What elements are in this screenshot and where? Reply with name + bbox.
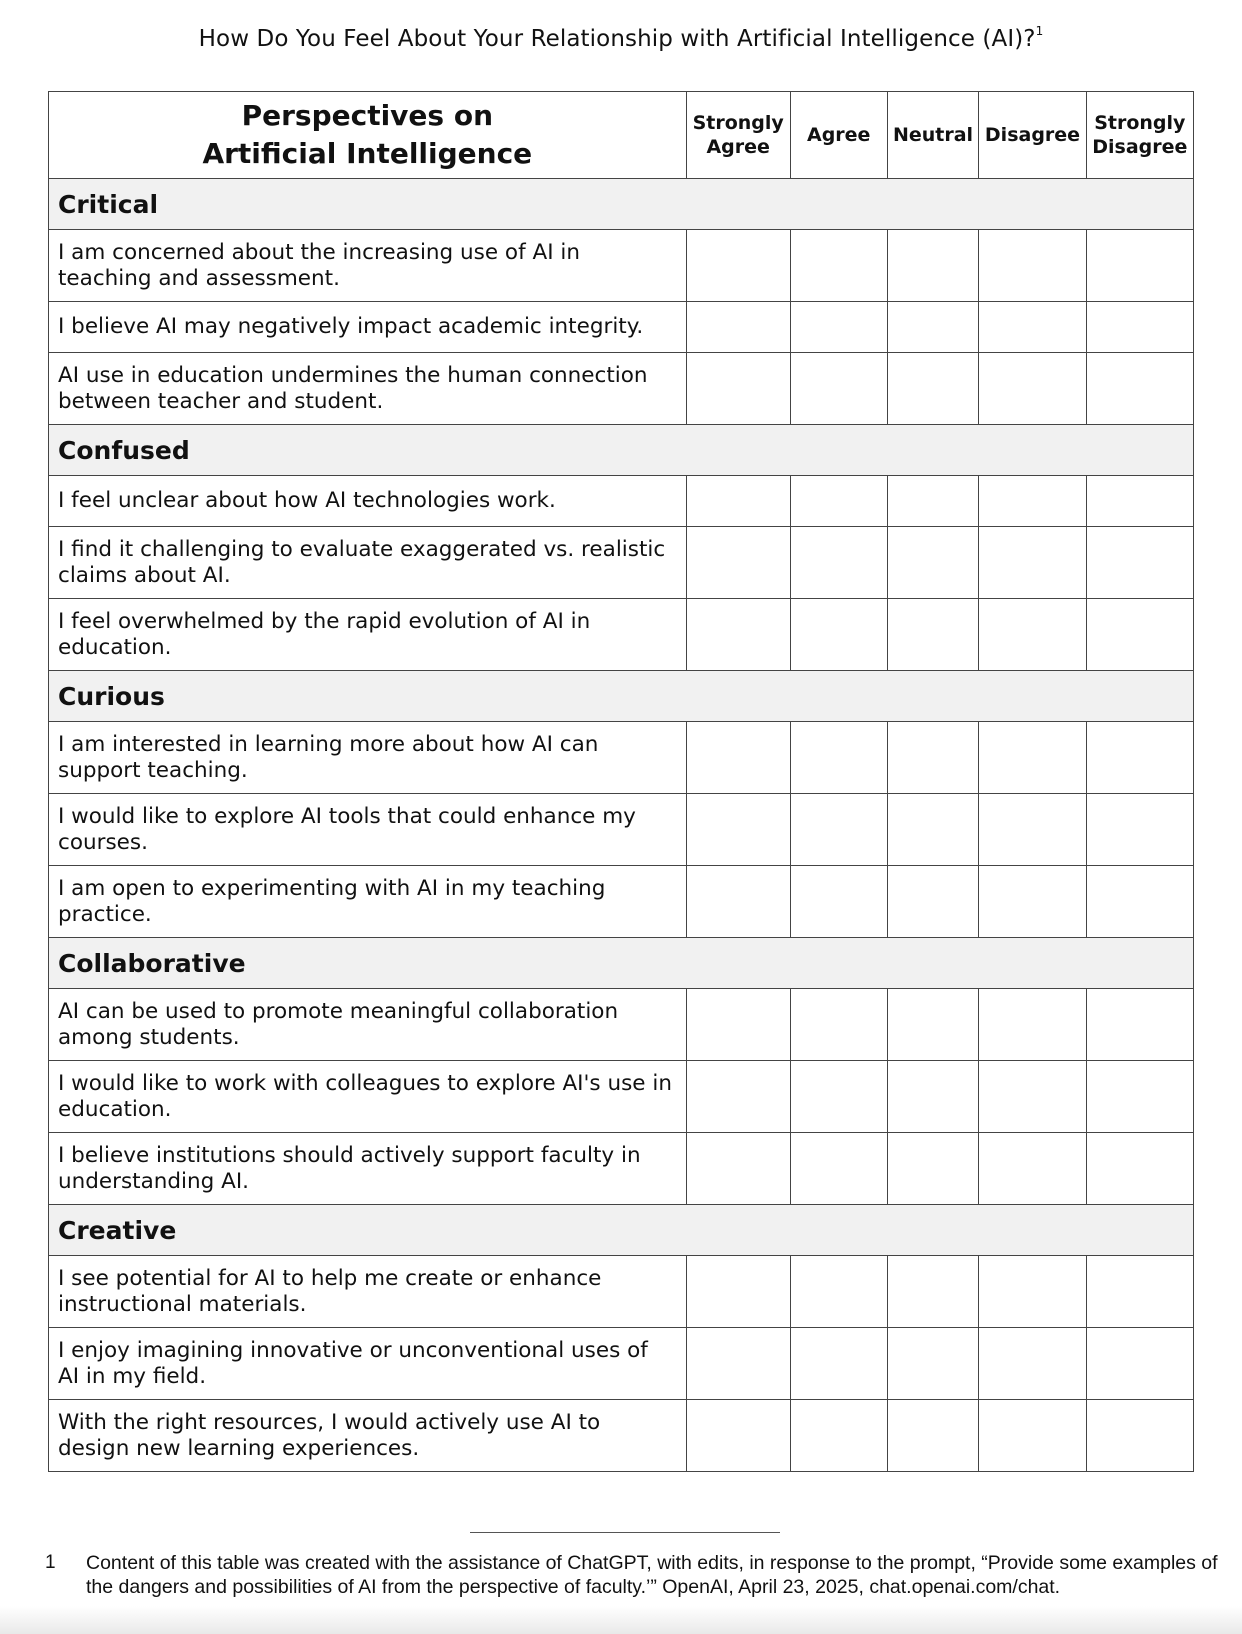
response-cell-strongly-disagree[interactable] (1086, 1256, 1193, 1328)
response-cell-neutral[interactable] (887, 1328, 979, 1400)
response-cell-neutral[interactable] (887, 527, 979, 599)
response-cell-strongly-disagree[interactable] (1086, 1400, 1193, 1472)
statement-text: I would like to explore AI tools that could enhance my courses. (49, 794, 687, 866)
response-cell-agree[interactable] (790, 866, 887, 938)
title-footnote-marker: 1 (1035, 24, 1044, 38)
page-bottom-shadow (0, 1606, 1242, 1634)
header-title-line1: Perspectives on (241, 99, 494, 132)
response-cell-disagree[interactable] (979, 1256, 1086, 1328)
response-cell-disagree[interactable] (979, 794, 1086, 866)
response-cell-neutral[interactable] (887, 353, 979, 425)
column-header-line1: Strongly (692, 112, 784, 134)
response-cell-neutral[interactable] (887, 989, 979, 1061)
table-row (49, 794, 1194, 866)
response-cell-agree[interactable] (790, 476, 887, 527)
response-cell-strongly-agree[interactable] (686, 1133, 790, 1205)
response-cell-strongly-disagree[interactable] (1086, 722, 1193, 794)
response-cell-agree[interactable] (790, 1061, 887, 1133)
response-cell-disagree[interactable] (979, 599, 1086, 671)
response-cell-strongly-disagree[interactable] (1086, 599, 1193, 671)
column-header-line1: Strongly (1094, 112, 1186, 134)
title-text: How Do You Feel About Your Relationship with Artificial Intelligence (AI)? (198, 26, 1036, 52)
statement-text: AI use in education undermines the human connection between teacher and student. (49, 353, 687, 425)
section-title: Curious (49, 671, 1194, 722)
response-cell-neutral[interactable] (887, 302, 979, 353)
column-header-line1: Agree (807, 124, 871, 146)
statement-text: I am interested in learning more about how AI can support teaching. (49, 722, 687, 794)
response-cell-strongly-agree[interactable] (686, 1061, 790, 1133)
response-cell-strongly-agree[interactable] (686, 1256, 790, 1328)
table-row (49, 866, 1194, 938)
response-cell-strongly-agree[interactable] (686, 302, 790, 353)
response-cell-neutral[interactable] (887, 1133, 979, 1205)
response-cell-neutral[interactable] (887, 1256, 979, 1328)
column-header-line1: Neutral (892, 124, 974, 146)
footnote-number: 1 (45, 1552, 56, 1573)
response-cell-strongly-agree[interactable] (686, 1400, 790, 1472)
response-cell-strongly-agree[interactable] (686, 866, 790, 938)
section-row-critical (49, 179, 1194, 230)
statement-text: With the right resources, I would actively use AI to design new learning experiences. (49, 1400, 687, 1472)
document-title (0, 26, 1242, 52)
response-cell-agree[interactable] (790, 989, 887, 1061)
table-row (49, 476, 1194, 527)
response-cell-agree[interactable] (790, 1328, 887, 1400)
response-cell-agree[interactable] (790, 599, 887, 671)
response-cell-strongly-agree[interactable] (686, 353, 790, 425)
column-header-disagree (979, 92, 1086, 179)
response-cell-strongly-agree[interactable] (686, 230, 790, 302)
table-row (49, 989, 1194, 1061)
response-cell-agree[interactable] (790, 722, 887, 794)
statement-text: I would like to work with colleagues to explore AI's use in education. (49, 1061, 687, 1133)
section-row-creative (49, 1205, 1194, 1256)
section-row-curious (49, 671, 1194, 722)
table-header-title (49, 92, 687, 179)
column-header-strongly-disagree (1086, 92, 1193, 179)
response-cell-disagree[interactable] (979, 527, 1086, 599)
section-title: Confused (49, 425, 1194, 476)
response-cell-agree[interactable] (790, 302, 887, 353)
response-cell-agree[interactable] (790, 527, 887, 599)
statement-text: I find it challenging to evaluate exaggerated vs. realistic claims about AI. (49, 527, 687, 599)
response-cell-disagree[interactable] (979, 1328, 1086, 1400)
header-title-line2: Artificial Intelligence (202, 137, 533, 170)
table-row (49, 1328, 1194, 1400)
statement-text: AI can be used to promote meaningful collaboration among students. (49, 989, 687, 1061)
response-cell-strongly-agree[interactable] (686, 794, 790, 866)
response-cell-strongly-disagree[interactable] (1086, 989, 1193, 1061)
footnote-text: Content of this table was created with the assistance of ChatGPT, with edits, in response to the prompt, “Provide some examples of the dangers and possibilities of AI from the perspective of faculty.’” OpenAI, April 23, 2025, chat.openai.com/chat. (86, 1552, 1218, 1598)
response-cell-disagree[interactable] (979, 866, 1086, 938)
survey-body (49, 179, 1194, 1472)
section-row-collaborative (49, 938, 1194, 989)
column-header-strongly-agree (686, 92, 790, 179)
response-cell-strongly-disagree[interactable] (1086, 1328, 1193, 1400)
response-cell-disagree[interactable] (979, 353, 1086, 425)
statement-text: I enjoy imagining innovative or unconventional uses of AI in my field. (49, 1328, 687, 1400)
response-cell-agree[interactable] (790, 1256, 887, 1328)
statement-text: I am concerned about the increasing use of AI in teaching and assessment. (49, 230, 687, 302)
response-cell-disagree[interactable] (979, 1400, 1086, 1472)
response-cell-strongly-disagree[interactable] (1086, 230, 1193, 302)
response-cell-strongly-disagree[interactable] (1086, 866, 1193, 938)
response-cell-disagree[interactable] (979, 1061, 1086, 1133)
response-cell-neutral[interactable] (887, 230, 979, 302)
response-cell-neutral[interactable] (887, 1061, 979, 1133)
column-header-line1: Disagree (984, 124, 1081, 146)
table-row (49, 1256, 1194, 1328)
column-header-neutral (887, 92, 979, 179)
column-header-line2: Agree (706, 136, 770, 158)
table-row (49, 1400, 1194, 1472)
response-cell-strongly-disagree[interactable] (1086, 794, 1193, 866)
response-cell-strongly-disagree[interactable] (1086, 1133, 1193, 1205)
statement-text: I am open to experimenting with AI in my teaching practice. (49, 866, 687, 938)
response-cell-strongly-agree[interactable] (686, 722, 790, 794)
response-cell-strongly-disagree[interactable] (1086, 527, 1193, 599)
response-cell-agree[interactable] (790, 1133, 887, 1205)
column-header-line2: Disagree (1092, 136, 1188, 158)
column-header-agree (790, 92, 887, 179)
response-cell-strongly-agree[interactable] (686, 1328, 790, 1400)
response-cell-agree[interactable] (790, 1400, 887, 1472)
response-cell-neutral[interactable] (887, 794, 979, 866)
section-title: Collaborative (49, 938, 1194, 989)
table-row (49, 1133, 1194, 1205)
table-row (49, 1061, 1194, 1133)
response-cell-strongly-agree[interactable] (686, 527, 790, 599)
response-cell-neutral[interactable] (887, 476, 979, 527)
section-title: Creative (49, 1205, 1194, 1256)
response-cell-strongly-disagree[interactable] (1086, 302, 1193, 353)
statement-text: I believe AI may negatively impact academic integrity. (49, 302, 687, 353)
response-cell-agree[interactable] (790, 230, 887, 302)
response-cell-disagree[interactable] (979, 989, 1086, 1061)
table-row (49, 230, 1194, 302)
statement-text: I believe institutions should actively support faculty in understanding AI. (49, 1133, 687, 1205)
footnote-divider (470, 1532, 780, 1533)
statement-text: I feel overwhelmed by the rapid evolution of AI in education. (49, 599, 687, 671)
survey-table (48, 91, 1194, 1472)
response-cell-disagree[interactable] (979, 1133, 1086, 1205)
section-row-confused (49, 425, 1194, 476)
response-cell-strongly-disagree[interactable] (1086, 1061, 1193, 1133)
response-cell-disagree[interactable] (979, 302, 1086, 353)
response-cell-neutral[interactable] (887, 722, 979, 794)
response-cell-strongly-disagree[interactable] (1086, 476, 1193, 527)
response-cell-disagree[interactable] (979, 722, 1086, 794)
response-cell-strongly-agree[interactable] (686, 599, 790, 671)
response-cell-agree[interactable] (790, 353, 887, 425)
table-row (49, 722, 1194, 794)
response-cell-neutral[interactable] (887, 1400, 979, 1472)
table-row (49, 527, 1194, 599)
statement-text: I feel unclear about how AI technologies work. (49, 476, 687, 527)
table-row (49, 353, 1194, 425)
response-cell-agree[interactable] (790, 794, 887, 866)
response-cell-neutral[interactable] (887, 866, 979, 938)
table-row (49, 599, 1194, 671)
response-cell-disagree[interactable] (979, 230, 1086, 302)
response-cell-strongly-agree[interactable] (686, 989, 790, 1061)
statement-text: I see potential for AI to help me create or enhance instructional materials. (49, 1256, 687, 1328)
response-cell-neutral[interactable] (887, 599, 979, 671)
response-cell-strongly-agree[interactable] (686, 476, 790, 527)
response-cell-strongly-disagree[interactable] (1086, 353, 1193, 425)
section-title: Critical (49, 179, 1194, 230)
table-row (49, 302, 1194, 353)
table-header-row (49, 92, 1194, 179)
response-cell-disagree[interactable] (979, 476, 1086, 527)
